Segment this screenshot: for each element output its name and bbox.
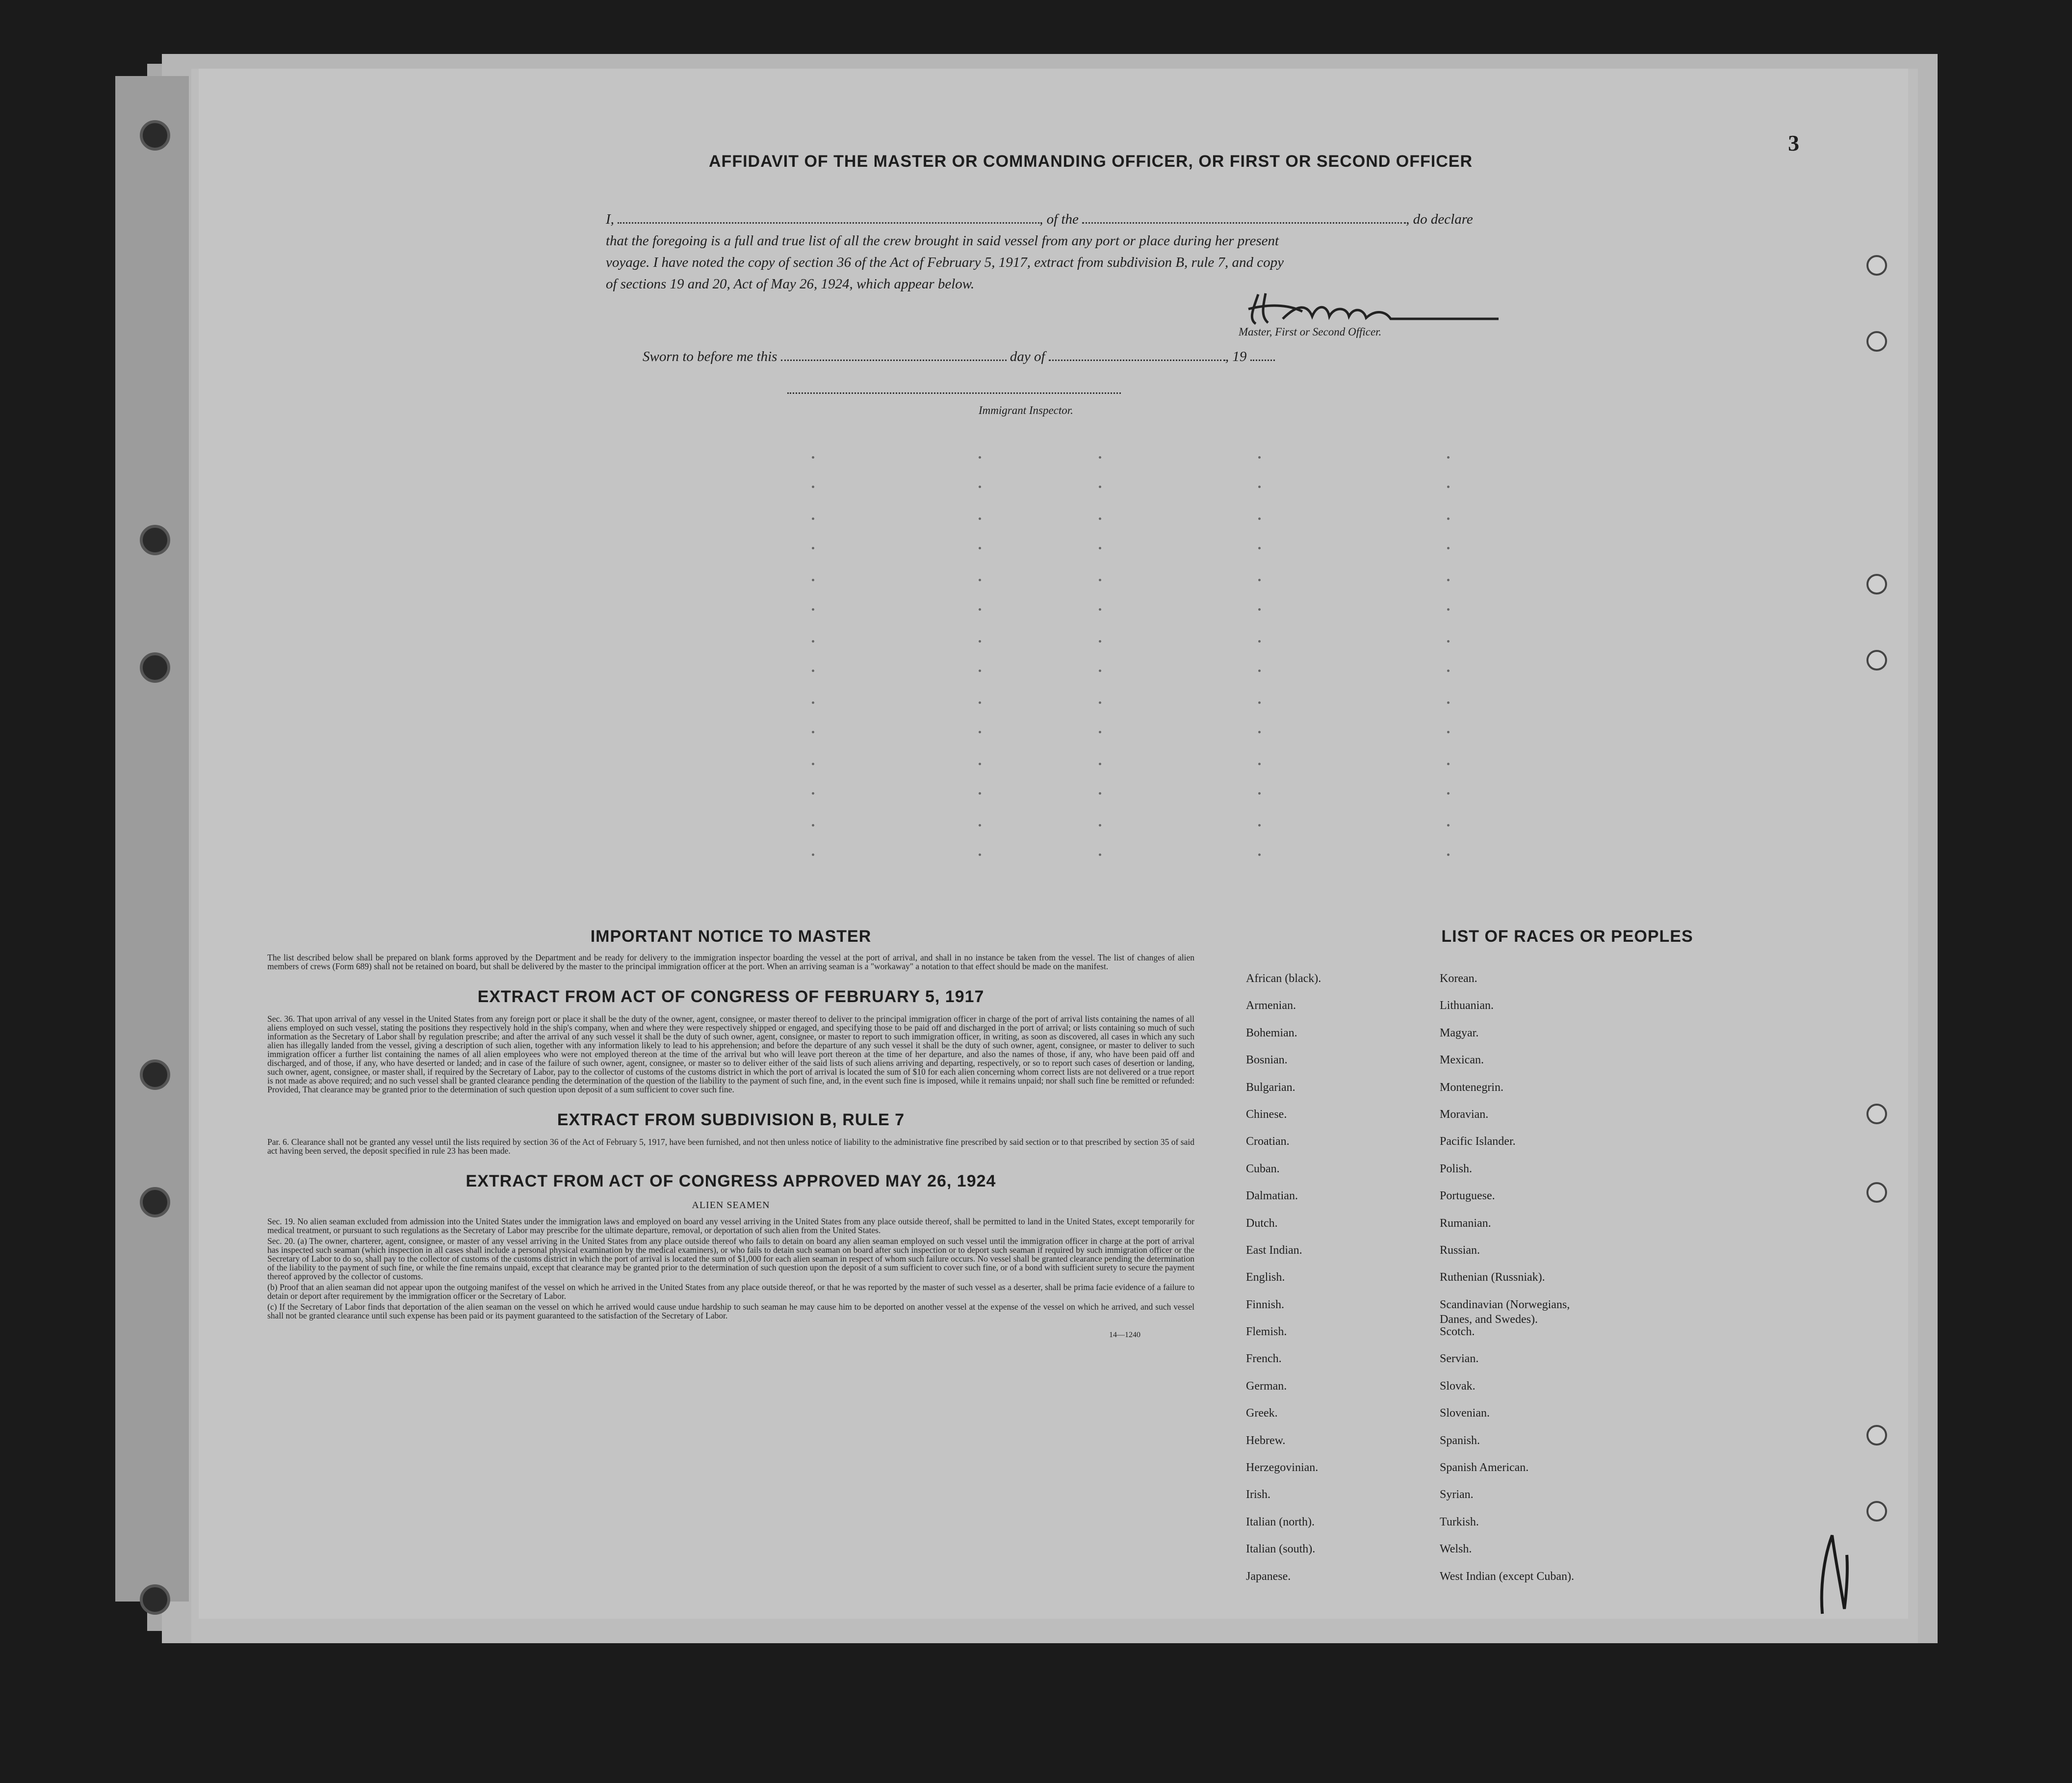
- punch-hole: [1866, 574, 1887, 594]
- page-number: 3: [1788, 130, 1799, 155]
- section-20c-text: (c) If the Secretary of Labor finds that deportation of the alien seaman on the vessel on which he arrived would cause undue hardship to such seaman he may cause him to be deported on another vessel at the expense of the vessel on which he arrived, and such vessel shall not be granted clearance until such expense has been paid or its payment guaranteed to the satisfaction of the Secretary of Labor.: [267, 1302, 1194, 1320]
- day-field: [781, 347, 1007, 361]
- race-entry: Finnish.: [1246, 1298, 1285, 1311]
- race-entry: Polish.: [1440, 1162, 1473, 1175]
- binder-hole: [140, 652, 170, 683]
- dot-row: [611, 763, 1665, 768]
- declaration-line-2: that the foregoing is a full and true list of all the crew brought in said vessel from any port or place during her present: [606, 233, 1279, 249]
- sworn-line: [643, 346, 1329, 367]
- race-entry: Italian (south).: [1246, 1543, 1316, 1556]
- punch-hole: [1866, 1501, 1887, 1522]
- signer-caption: Master, First or Second Officer.: [1239, 326, 1382, 338]
- dot-row: [611, 640, 1665, 645]
- race-entry: Slovak.: [1440, 1379, 1476, 1393]
- race-entry: Bohemian.: [1246, 1026, 1297, 1039]
- race-entry: French.: [1246, 1352, 1282, 1366]
- race-entry: Portuguese.: [1440, 1189, 1495, 1203]
- race-entry: Armenian.: [1246, 999, 1296, 1012]
- of-the-label: , of the: [1039, 211, 1079, 227]
- race-entry: Moravian.: [1440, 1108, 1489, 1121]
- extract-1917-title: EXTRACT FROM ACT OF CONGRESS OF FEBRUARY 5, 1917: [477, 987, 984, 1006]
- section-20a-text: Sec. 20. (a) The owner, charterer, agent, consignee, or master of any vessel arriving in the United States from any place outside thereof who fails to detain on board any alien seaman employed on such vessel until the immigration officer in charge at the port of arrival has inspected such seaman (which inspection in all cases shall include a personal physical examination by the medical examiners), or who fails to detain such seaman on board after such inspection or to deport such seaman if required by such immigration officer or the Secretary of Labor to do so, shall pay to the collector of customs of the customs district in which the port of arrival is located the sum of $1,000 for each alien seaman in respect of whom such failure occurs. No vessel shall be granted clearance pending the determination of the liability to the payment of such fine, or while the fine remains unpaid, except that clearance may be granted prior to the determination of such question upon the deposit of a sum sufficient to cover such fine, or of a bond with sufficient surety to secure the payment thereof approved by the collector of customs.: [267, 1236, 1194, 1281]
- race-entry: Hebrew.: [1246, 1434, 1286, 1447]
- race-entry: Japanese.: [1246, 1570, 1291, 1583]
- race-entry: Korean.: [1440, 972, 1477, 985]
- extract-1917-body: Sec. 36. That upon arrival of any vessel in the United States from any foreign port or place it shall be the duty of the owner, agent, consignee, or master thereof to deliver to the principal immigration officer in charge of the port of arrival lists containing the names of all aliens employed on such vessel, stating the positions they respectively hold in the ship's company, when and where they were respectively shipped or engaged, and specifying those to be paid off and discharged in the port of arrival; or lists containing so much of such information as the Secretary of Labor shall by regulation prescribe; and after the arrival of any such vessel it shall be the duty of such owner, agent, consignee, or master to report to such immigration officer, in writing, as soon as discovered, all cases in which any such alien has illegally landed from the vessel, giving a description of such alien, together with any information likely to lead to his apprehension; and before the departure of any such vessel it shall be the duty of such owner, agent, consignee, or master to deliver to such immigration officer a further list containing the names of all alien employees who were not employed thereon at the time of the arrival but who will leave port thereon at the time of her departure, and also the names of those, if any, who have been paid off and discharged, and of those, if any, who have deserted or landed; and in case of the failure of such owner, agent, consignee, or master so to deliver either of the said lists of such aliens arriving and departing, respectively, or so to report such cases of desertion or landing, such owner, agent, consignee, or master shall, if required by the Secretary of Labor, pay to the collector of customs of the customs district in which the port of arrival is located the sum of $10 for each alien concerning whom correct lists are not delivered or a true report is not made as above required; and no such vessel shall be granted clearance pending the determination of the question of the liability to the payment of such fine, and, in the event such fine is imposed, while it remains unpaid; nor shall such fine be remitted or refunded: Provided, That clearance may be granted prior to the determination of such question upon deposit of a sum sufficient to cover such fine.: [267, 1014, 1194, 1094]
- race-entry: Spanish American.: [1440, 1461, 1529, 1474]
- name-field: [618, 209, 1039, 224]
- race-entry: Ruthenian (Russniak).: [1440, 1271, 1545, 1284]
- race-entry: Magyar.: [1440, 1026, 1479, 1039]
- affidavit-title: AFFIDAVIT OF THE MASTER OR COMMANDING OFFICER, OR FIRST OR SECOND OFFICER: [709, 152, 1473, 171]
- race-entry: Rumanian.: [1440, 1216, 1491, 1230]
- race-entry: Slovenian.: [1440, 1407, 1490, 1420]
- dot-row: [611, 701, 1665, 706]
- race-entry: Scotch.: [1440, 1325, 1475, 1339]
- punch-hole: [1866, 650, 1887, 671]
- race-entry: Herzegovinian.: [1246, 1461, 1319, 1474]
- extract-rule7-title: EXTRACT FROM SUBDIVISION B, RULE 7: [557, 1111, 905, 1129]
- notice-body: The list described below shall be prepared on blank forms approved by the Department and be ready for delivery to the immigration inspector boarding the vessel at the port of arrival, and shall in no instance be taken from the vessel. The list of changes of alien members of crews (Form 689) shall not be retained on board, but shall be delivered by the master to the principal immigration officer at the port. When an arriving seaman is a "workaway" a notation to that effect should be made on the manifest.: [267, 953, 1194, 971]
- race-entry: Lithuanian.: [1440, 999, 1494, 1012]
- inspector-caption: Immigrant Inspector.: [979, 404, 1073, 416]
- binder-hole: [140, 1584, 170, 1615]
- dot-row: [611, 731, 1665, 736]
- binder-hole: [140, 525, 170, 555]
- extract-1924-title: EXTRACT FROM ACT OF CONGRESS APPROVED MAY 26, 1924: [466, 1172, 996, 1190]
- year-field: [1250, 347, 1275, 361]
- sworn-label: Sworn to before me this: [643, 349, 777, 364]
- manifest-page: [199, 69, 1908, 1619]
- vessel-field: [1082, 209, 1406, 224]
- race-entry: Bosnian.: [1246, 1054, 1288, 1067]
- section-20b-text: (b) Proof that an alien seaman did not appear upon the outgoing manifest of the vessel on which he arrived in the United States from any place outside thereof, or that he was reported by the master of such vessel as a deserter, shall be prima facie evidence of a failure to detain or deport after requirement by the immigration officer or the Secretary of Labor.: [267, 1282, 1194, 1301]
- race-entry: Montenegrin.: [1440, 1081, 1503, 1094]
- dot-row: [611, 547, 1665, 552]
- dot-row: [611, 579, 1665, 584]
- binder-hole: [140, 1187, 170, 1217]
- race-entry: Syrian.: [1440, 1488, 1474, 1501]
- inspector-signature-line: [787, 392, 1121, 394]
- i-label: I,: [606, 211, 614, 227]
- race-entry: Mexican.: [1440, 1054, 1484, 1067]
- form-number: 14—1240: [1109, 1331, 1140, 1339]
- punch-hole: [1866, 1182, 1887, 1203]
- declaration-line-1: [606, 208, 1749, 230]
- handwritten-mark: [1813, 1525, 1857, 1619]
- dot-row: [611, 792, 1665, 797]
- race-entry: Cuban.: [1246, 1162, 1280, 1175]
- dot-row: [611, 456, 1665, 461]
- race-entry: Croatian.: [1246, 1135, 1290, 1148]
- races-left-column: [1246, 971, 1321, 1596]
- year-label: , 19: [1225, 349, 1247, 364]
- section-19-text: Sec. 19. No alien seaman excluded from admission into the United States under the immigration laws and employed on board any vessel arriving in the United States from any place outside thereof, shall be permitted to land in the United States, except temporarily for medical treatment, or pursuant to such regulations as the Secretary of Labor may prescribe for the ultimate departure, removal, or deportation of such alien from the United States.: [267, 1216, 1194, 1235]
- race-entry: West Indian (except Cuban).: [1440, 1570, 1574, 1583]
- punch-hole: [1866, 1425, 1887, 1446]
- race-entry: Dalmatian.: [1246, 1189, 1298, 1203]
- extract-rule7-body: Par. 6. Clearance shall not be granted any vessel until the lists required by section 36 of the Act of February 5, 1917, have been furnished, and not then unless notice of liability to the administrative fine prescribed by said section or to that prescribed by section 35 of said act having been served, the deposit specified in rule 23 has been made.: [267, 1137, 1194, 1156]
- race-entry: Servian.: [1440, 1352, 1479, 1366]
- race-entry: English.: [1246, 1271, 1285, 1284]
- declaration-block: [606, 208, 1749, 295]
- month-field: [1049, 347, 1225, 361]
- race-entry: Spanish.: [1440, 1434, 1480, 1447]
- dot-row: [611, 608, 1665, 613]
- race-entry: Greek.: [1246, 1407, 1278, 1420]
- binder-hole: [140, 120, 170, 151]
- race-entry: German.: [1246, 1379, 1287, 1393]
- declaration-line-3: voyage. I have noted the copy of section 36 of the Act of February 5, 1917, extract from subdivision B, rule 7, and copy: [606, 255, 1284, 270]
- race-entry: Italian (north).: [1246, 1515, 1315, 1528]
- dot-row: [611, 486, 1665, 491]
- dot-row: [611, 853, 1665, 858]
- race-entry: African (black).: [1246, 972, 1321, 985]
- notice-title: IMPORTANT NOTICE TO MASTER: [590, 927, 872, 946]
- races-right-column: [1440, 971, 1574, 1596]
- races-list: [1246, 927, 1835, 1583]
- day-of-label: day of: [1010, 349, 1045, 364]
- race-entry: Pacific Islander.: [1440, 1135, 1516, 1148]
- race-entry: East Indian.: [1246, 1243, 1302, 1257]
- race-entry: Scandinavian (Norwegians, Danes, and Swedes).: [1440, 1298, 1570, 1326]
- punch-hole: [1866, 1104, 1887, 1124]
- race-entry: Chinese.: [1246, 1108, 1287, 1121]
- binder-hole: [140, 1059, 170, 1090]
- dot-row: [611, 670, 1665, 674]
- dot-row: [611, 517, 1665, 522]
- binder-strip: [115, 76, 189, 1602]
- race-entry: Irish.: [1246, 1488, 1270, 1501]
- races-title: LIST OF RACES OR PEOPLES: [1441, 927, 1693, 946]
- race-entry: Bulgarian.: [1246, 1081, 1295, 1094]
- punch-hole: [1866, 255, 1887, 276]
- race-entry: Dutch.: [1246, 1216, 1278, 1230]
- race-entry: Flemish.: [1246, 1325, 1287, 1339]
- race-entry: Turkish.: [1440, 1515, 1479, 1528]
- important-notice: [267, 927, 1194, 1340]
- declare-label: , do declare: [1406, 211, 1473, 227]
- punch-hole: [1866, 331, 1887, 352]
- dot-row: [611, 824, 1665, 829]
- race-entry: Russian.: [1440, 1243, 1480, 1257]
- declaration-line-4: of sections 19 and 20, Act of May 26, 1924, which appear below.: [606, 276, 975, 292]
- race-entry: Welsh.: [1440, 1543, 1472, 1556]
- alien-seamen-heading: ALIEN SEAMEN: [692, 1200, 770, 1211]
